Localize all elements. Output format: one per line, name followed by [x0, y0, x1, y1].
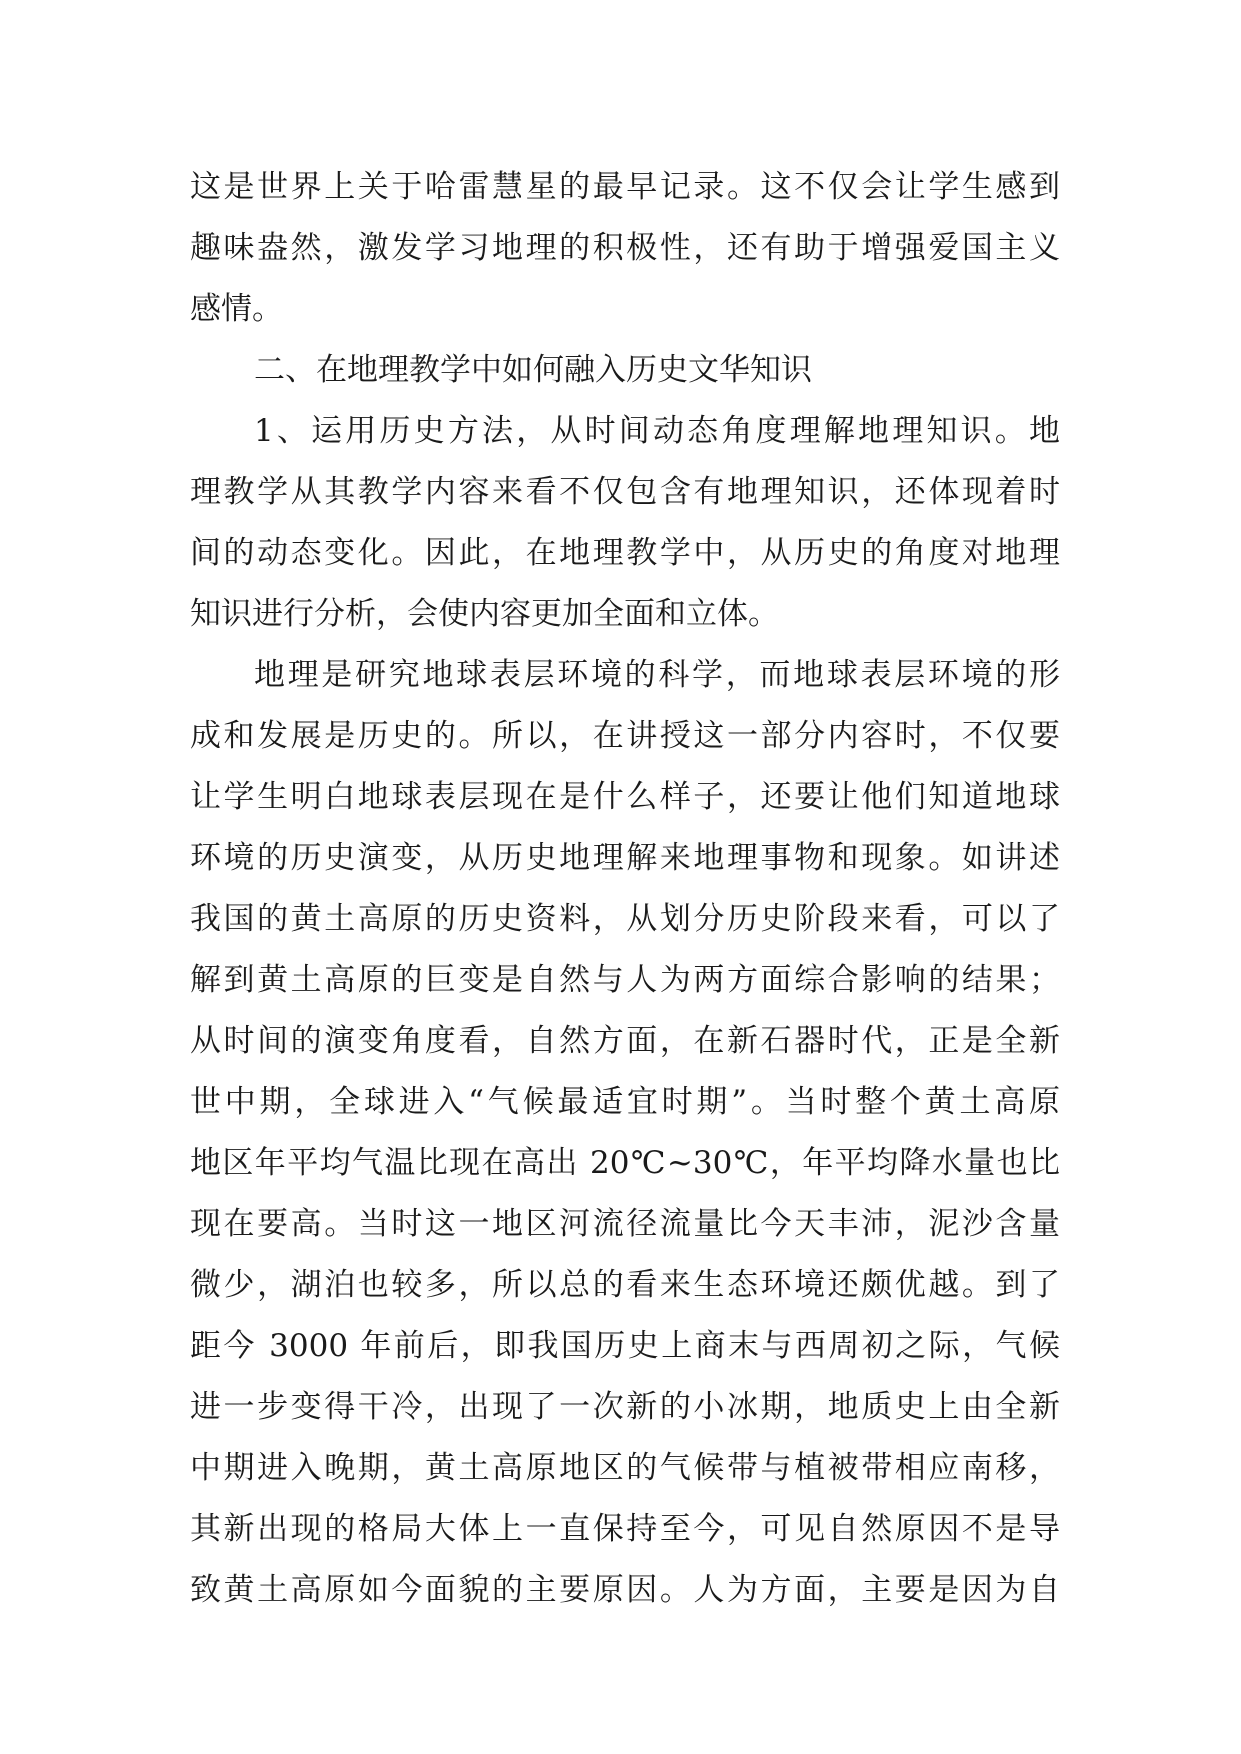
text-line: 地理是研究地球表层环境的科学，而地球表层环境的形: [254, 657, 1060, 693]
text-line: 感情。: [190, 291, 283, 327]
body-text: [190, 157, 1060, 1621]
text-line: 知识进行分析，会使内容更加全面和立体。: [190, 596, 779, 632]
text-line: 我国的黄土高原的历史资料，从划分历史阶段来看，可以了: [190, 901, 1060, 937]
text-line: 中期进入晚期，黄土高原地区的气候带与植被带相应南移，: [190, 1450, 1060, 1486]
text-line: 从时间的演变角度看，自然方面，在新石器时代，正是全新: [190, 1023, 1060, 1059]
text-line: 二、在地理教学中如何融入历史文华知识: [254, 352, 812, 388]
text-line: 1、运用历史方法，从时间动态角度理解地理知识。地: [254, 413, 1060, 449]
text-line: 世中期，全球进入“气候最适宜时期”。当时整个黄土高原: [190, 1084, 1060, 1120]
text-line: 现在要高。当时这一地区河流径流量比今天丰沛，泥沙含量: [190, 1206, 1060, 1242]
text-line: 理教学从其教学内容来看不仅包含有地理知识，还体现着时: [190, 474, 1060, 510]
text-line: 致黄土高原如今面貌的主要原因。人为方面，主要是因为自: [190, 1572, 1060, 1608]
text-line: 进一步变得干冷，出现了一次新的小冰期，地质史上由全新: [190, 1389, 1060, 1425]
text-line: 微少，湖泊也较多，所以总的看来生态环境还颇优越。到了: [190, 1267, 1060, 1303]
text-line: 距今 3000 年前后，即我国历史上商末与西周初之际，气候: [190, 1328, 1060, 1364]
text-line: 间的动态变化。因此，在地理教学中，从历史的角度对地理: [190, 535, 1060, 571]
text-line: 趣味盎然，激发学习地理的积极性，还有助于增强爱国主义: [190, 230, 1060, 266]
text-line: 环境的历史演变，从历史地理解来地理事物和现象。如讲述: [190, 840, 1060, 876]
text-line: 让学生明白地球表层现在是什么样子，还要让他们知道地球: [190, 779, 1060, 815]
text-line: 解到黄土高原的巨变是自然与人为两方面综合影响的结果；: [190, 962, 1060, 998]
text-line: 成和发展是历史的。所以，在讲授这一部分内容时，不仅要: [190, 718, 1060, 754]
text-line: 这是世界上关于哈雷慧星的最早记录。这不仅会让学生感到: [190, 169, 1060, 205]
text-line: 其新出现的格局大体上一直保持至今，可见自然原因不是导: [190, 1511, 1060, 1547]
text-line: 地区年平均气温比现在高出 20℃~30℃，年平均降水量也比: [190, 1145, 1060, 1181]
